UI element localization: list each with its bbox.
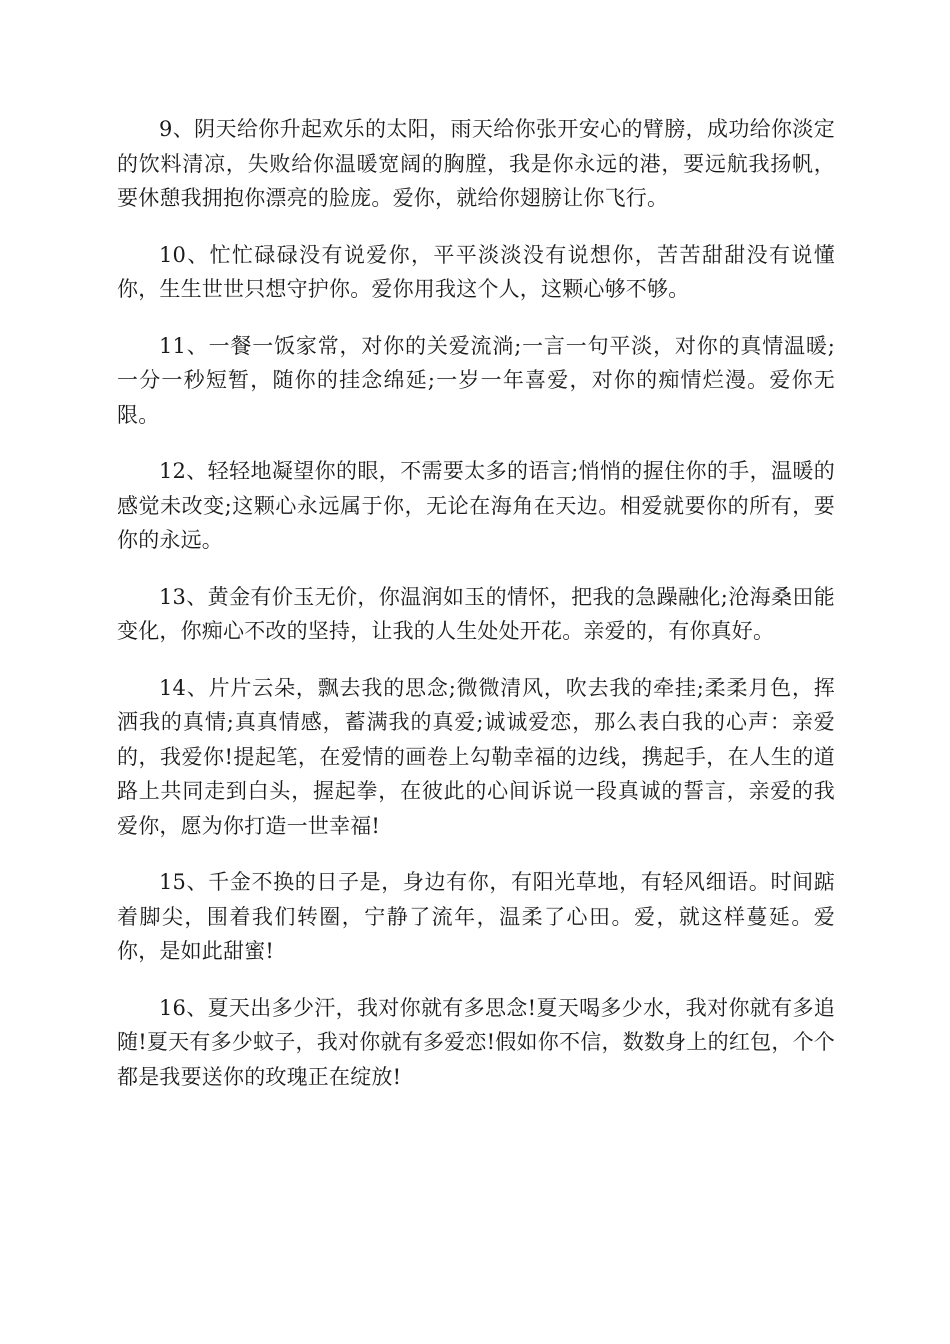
paragraph-15: 15、千金不换的日子是，身边有你，有阳光草地，有轻风细语。时间踮着脚尖，围着我们转圈，宁静了流年，温柔了心田。爱，就这样蔓延。爱你，是如此甜蜜!	[117, 870, 835, 963]
paragraph-10: 10、忙忙碌碌没有说爱你，平平淡淡没有说想你，苦苦甜甜没有说懂你，生生世世只想守护你。爱你用我这个人，这颗心够不够。	[117, 242, 835, 301]
paragraph-13: 13、黄金有价玉无价，你温润如玉的情怀，把我的急躁融化;沧海桑田能变化，你痴心不改的坚持，让我的人生处处开花。亲爱的，有你真好。	[117, 584, 835, 643]
document-body	[117, 112, 835, 1116]
paragraph-11: 11、一餐一饭家常，对你的关爱流淌;一言一句平淡，对你的真情温暖;一分一秒短暂，随你的挂念绵延;一岁一年喜爱，对你的痴情烂漫。爱你无限。	[117, 333, 835, 427]
paragraph-9: 9、阴天给你升起欢乐的太阳，雨天给你张开安心的臂膀，成功给你淡定的饮料清凉，失败给你温暖宽阔的胸膛，我是你永远的港，要远航我扬帆，要休憩我拥抱你漂亮的脸庞。爱你，就给你翅膀让你飞行。	[117, 117, 835, 210]
paragraph-16: 16、夏天出多少汗，我对你就有多思念!夏天喝多少水，我对你就有多追随!夏天有多少蚊子，我对你就有多爱恋!假如你不信，数数身上的红包，个个都是我要送你的玫瑰正在绽放!	[117, 995, 835, 1089]
paragraph-12: 12、轻轻地凝望你的眼，不需要太多的语言;悄悄的握住你的手，温暖的感觉未改变;这颗心永远属于你，无论在海角在天边。相爱就要你的所有，要你的永远。	[117, 459, 835, 552]
paragraph-14: 14、片片云朵，飘去我的思念;微微清风，吹去我的牵挂;柔柔月色，挥洒我的真情;真真情感，蓄满我的真爱;诚诚爱恋，那么表白我的心声：亲爱的，我爱你!提起笔，在爱情的画卷上勾勒幸福的边线，携起手，在人生的道路上共同走到白头，握起拳，在彼此的心间诉说一段真诚的誓言，亲爱的我爱你，愿为你打造一世幸福!	[117, 675, 835, 838]
